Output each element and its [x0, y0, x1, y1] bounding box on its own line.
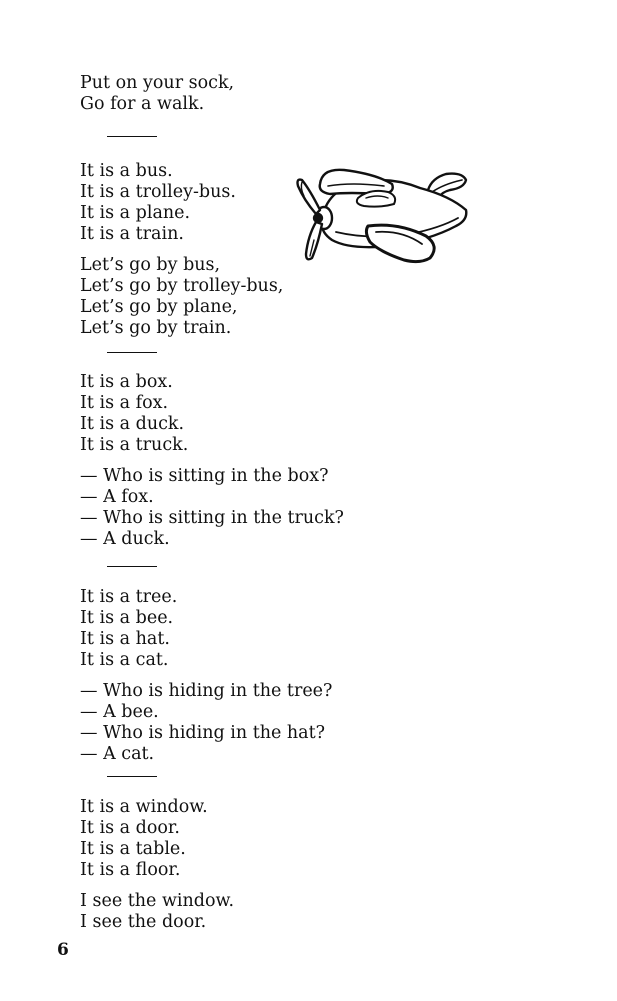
section-divider — [107, 776, 157, 777]
poem-line: Let’s go by trolley-bus, — [80, 276, 284, 296]
section-divider — [107, 566, 157, 567]
poem-line: I see the window. — [80, 891, 235, 911]
section-divider — [107, 352, 157, 353]
poem-line: Go for a walk. — [80, 94, 205, 114]
poem-line: It is a fox. — [80, 393, 169, 413]
dialogue-line: — Who is sitting in the box? — [80, 466, 329, 486]
poem-line: It is a tree. — [80, 587, 178, 607]
poem-line: Put on your sock, — [80, 73, 235, 93]
poem-line: It is a hat. — [80, 629, 170, 649]
poem-line: It is a train. — [80, 224, 184, 244]
dialogue-line: — A duck. — [80, 529, 170, 549]
dialogue-line: — Who is hiding in the hat? — [80, 723, 326, 743]
dialogue-line: — Who is hiding in the tree? — [80, 681, 333, 701]
dialogue-line: — A bee. — [80, 702, 159, 722]
poem-line: It is a floor. — [80, 860, 181, 880]
poem-line: It is a window. — [80, 797, 208, 817]
poem-line: It is a bus. — [80, 161, 173, 181]
section-divider — [107, 136, 157, 137]
poem-line: Let’s go by train. — [80, 318, 232, 338]
poem-line: It is a box. — [80, 372, 173, 392]
poem-line: It is a plane. — [80, 203, 191, 223]
poem-line: It is a bee. — [80, 608, 174, 628]
airplane-icon — [280, 160, 480, 270]
poem-line: It is a trolley-bus. — [80, 182, 236, 202]
poem-line: It is a table. — [80, 839, 186, 859]
poem-line: Let’s go by bus, — [80, 255, 221, 275]
poem-line: Let’s go by plane, — [80, 297, 238, 317]
poem-line: It is a duck. — [80, 414, 185, 434]
dialogue-line: — A cat. — [80, 744, 155, 764]
dialogue-line: — A fox. — [80, 487, 154, 507]
poem-line: It is a door. — [80, 818, 180, 838]
dialogue-line: — Who is sitting in the truck? — [80, 508, 344, 528]
poem-line: I see the door. — [80, 912, 207, 932]
poem-line: It is a cat. — [80, 650, 169, 670]
page-number: 6 — [57, 940, 69, 960]
poem-line: It is a truck. — [80, 435, 189, 455]
